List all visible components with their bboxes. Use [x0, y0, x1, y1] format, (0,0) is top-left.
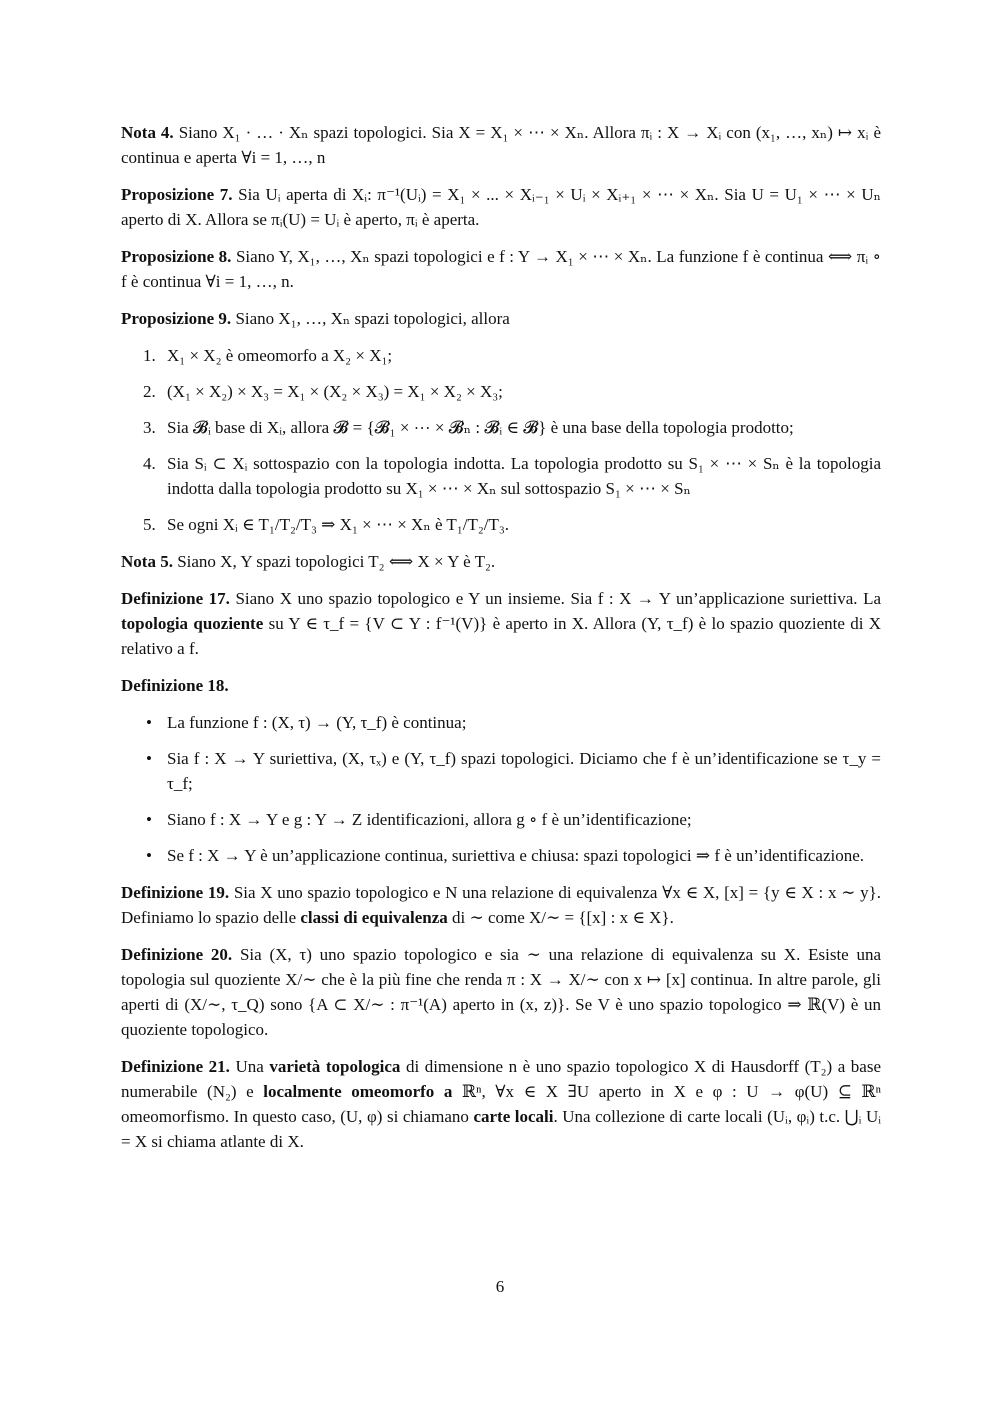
item-text: Se f : X → Y è un’applicazione continua, suriettiva e chiusa: spazi topologici ⇒ f è un’identificazione.: [167, 846, 865, 865]
bullet-icon: •: [146, 846, 152, 865]
bullet-icon: •: [146, 713, 152, 732]
proposizione-9-block: [121, 306, 881, 331]
block-heading: Definizione 17.: [121, 589, 230, 608]
block-text: su Y ∈ τ_f = {V ⊂ Y : f⁻¹(V)} è aperto in X. Allora (Y, τ_f) è lo spazio quoziente di X relativo a f.: [121, 614, 881, 658]
block-text: Sia (X, τ) uno spazio topologico e sia ∼ una relazione di equivalenza su X. Esiste una topologia sul quoziente X/∼ che è la più fine che renda π : X → X/∼ con x ↦ [x] continua. In altre parole, gli aperti di (X/∼, τ_Q) sono {A ⊂ X/∼ : π⁻¹(A) aperto in (x, z)}. Se V è uno spazio topologico ⇒ ℝ(V) è un quoziente topologico.: [121, 945, 882, 1039]
definizione-18-block: [121, 673, 881, 698]
list-item: [121, 710, 881, 735]
block-text: Sia X uno spazio topologico e N una relazione di equivalenza ∀x ∈ X, [x] = {y ∈ X : x ∼ y}. Definiamo lo spazio delle: [121, 883, 881, 927]
block-text: Una: [235, 1057, 270, 1076]
item-number: 5.: [143, 515, 156, 534]
enumerated-list: [121, 343, 881, 537]
block-heading: Definizione 19.: [121, 883, 230, 902]
page-number: 6: [495, 1277, 505, 1296]
block-text: Sia Uᵢ aperta di Xᵢ: π⁻¹(Uᵢ) = X₁ × ... × Xᵢ₋₁ × Uᵢ × Xᵢ₊₁ × ⋯ × Xₙ. Sia U = U₁ × ⋯ × Uₙ aperto di X. Allora se πᵢ(U) = Uᵢ è aperto, πᵢ è aperta.: [121, 185, 881, 229]
list-item: [121, 415, 881, 440]
item-text: Se ogni Xᵢ ∈ T₁/T₂/T₃ ⇒ X₁ × ⋯ × Xₙ è T₁/T₂/T₃.: [167, 515, 510, 534]
list-item: [121, 746, 881, 796]
item-text: (X₁ × X₂) × X₃ = X₁ × (X₂ × X₃) = X₁ × X₂ × X₃;: [167, 382, 503, 401]
block-heading: Proposizione 9.: [121, 309, 232, 328]
item-text: Sia 𝓑ᵢ base di Xᵢ, allora 𝓑 = {𝓑₁ × ⋯ × 𝓑ₙ : 𝓑ᵢ ∈ 𝓑} è una base della topologia prodotto;: [167, 418, 794, 437]
list-item: [121, 451, 881, 501]
item-text: X₁ × X₂ è omeomorfo a X₂ × X₁;: [167, 346, 393, 365]
list-item: [121, 807, 881, 832]
list-item: [121, 512, 881, 537]
item-text: Sia f : X → Y suriettiva, (X, τₓ) e (Y, τ_f) spazi topologici. Diciamo che f è un’identificazione se τ_y = τ_f;: [167, 749, 881, 793]
item-number: 2.: [143, 382, 156, 401]
block-text: Siano Y, X₁, …, Xₙ spazi topologici e f : Y → X₁ × ⋯ × Xₙ. La funzione f è continua ⟺ πᵢ ∘ f è continua ∀i = 1, …, n.: [121, 247, 881, 291]
item-number: 4.: [143, 454, 156, 473]
proposizione-8-block: [121, 244, 881, 294]
block-heading: Proposizione 7.: [121, 185, 233, 204]
block-text: . Una collezione di carte locali (Uᵢ, φᵢ) t.c. ⋃ᵢ Uᵢ = X si chiama atlante di X.: [121, 1107, 881, 1151]
block-heading: Nota 4.: [121, 123, 174, 142]
definizione-19-block: [121, 880, 881, 930]
block-text: ℝⁿ, ∀x ∈ X ∃U aperto in X e φ : U → φ(U) ⊆ ℝⁿ omeomorfismo. In questo caso, (U, φ) si chiamano: [121, 1082, 881, 1126]
item-text: Siano f : X → Y e g : Y → Z identificazioni, allora g ∘ f è un’identificazione;: [167, 810, 692, 829]
document-body: [121, 120, 881, 1154]
list-item: [121, 343, 881, 368]
bold-term: topologia quoziente: [121, 614, 264, 633]
definizione-17-block: [121, 586, 881, 661]
block-text: Siano X uno spazio topologico e Y un insieme. Sia f : X → Y un’applicazione suriettiva. La: [235, 589, 882, 608]
bullet-icon: •: [146, 749, 152, 768]
nota-5-block: [121, 549, 881, 574]
item-number: 1.: [143, 346, 156, 365]
block-heading: Definizione 20.: [121, 945, 233, 964]
document-page: [121, 120, 881, 1166]
block-text: Siano X, Y spazi topologici T₂ ⟺ X × Y è T₂.: [177, 552, 496, 571]
bold-term: localmente omeomorfo a: [263, 1082, 453, 1101]
block-text: Siano X₁, …, Xₙ spazi topologici, allora: [235, 309, 510, 328]
item-text: Sia Sᵢ ⊂ Xᵢ sottospazio con la topologia indotta. La topologia prodotto su S₁ × ⋯ × Sₙ è la topologia indotta dalla topologia prodotto su X₁ × ⋯ × Xₙ sul sottospazio S₁ × ⋯ × Sₙ: [167, 454, 881, 498]
list-item: [121, 379, 881, 404]
bold-term: carte locali: [473, 1107, 554, 1126]
block-heading: Definizione 21.: [121, 1057, 230, 1076]
bold-term: classi di equivalenza: [300, 908, 448, 927]
block-heading: Definizione 18.: [121, 676, 229, 695]
nota-4-block: [121, 120, 881, 170]
item-text: La funzione f : (X, τ) → (Y, τ_f) è continua;: [167, 713, 467, 732]
definizione-20-block: [121, 942, 881, 1042]
definizione-21-block: [121, 1054, 881, 1154]
item-number: 3.: [143, 418, 156, 437]
bullet-list: [121, 710, 881, 868]
block-text: Siano X₁ · … · Xₙ spazi topologici. Sia X = X₁ × ⋯ × Xₙ. Allora πᵢ : X → Xᵢ con (x₁, …, xₙ) ↦ xᵢ è continua e aperta ∀i = 1, …, n: [121, 123, 881, 167]
proposizione-7-block: [121, 182, 881, 232]
bullet-icon: •: [146, 810, 152, 829]
block-text: di ∼ come X/∼ = {[x] : x ∈ X}.: [447, 908, 674, 927]
block-text: di dimensione n è uno spazio topologico X di Hausdorff (T₂) a base numerabile (N₂) e: [121, 1057, 882, 1101]
block-heading: Proposizione 8.: [121, 247, 232, 266]
list-item: [121, 843, 881, 868]
block-heading: Nota 5.: [121, 552, 173, 571]
bold-term: varietà topologica: [269, 1057, 401, 1076]
